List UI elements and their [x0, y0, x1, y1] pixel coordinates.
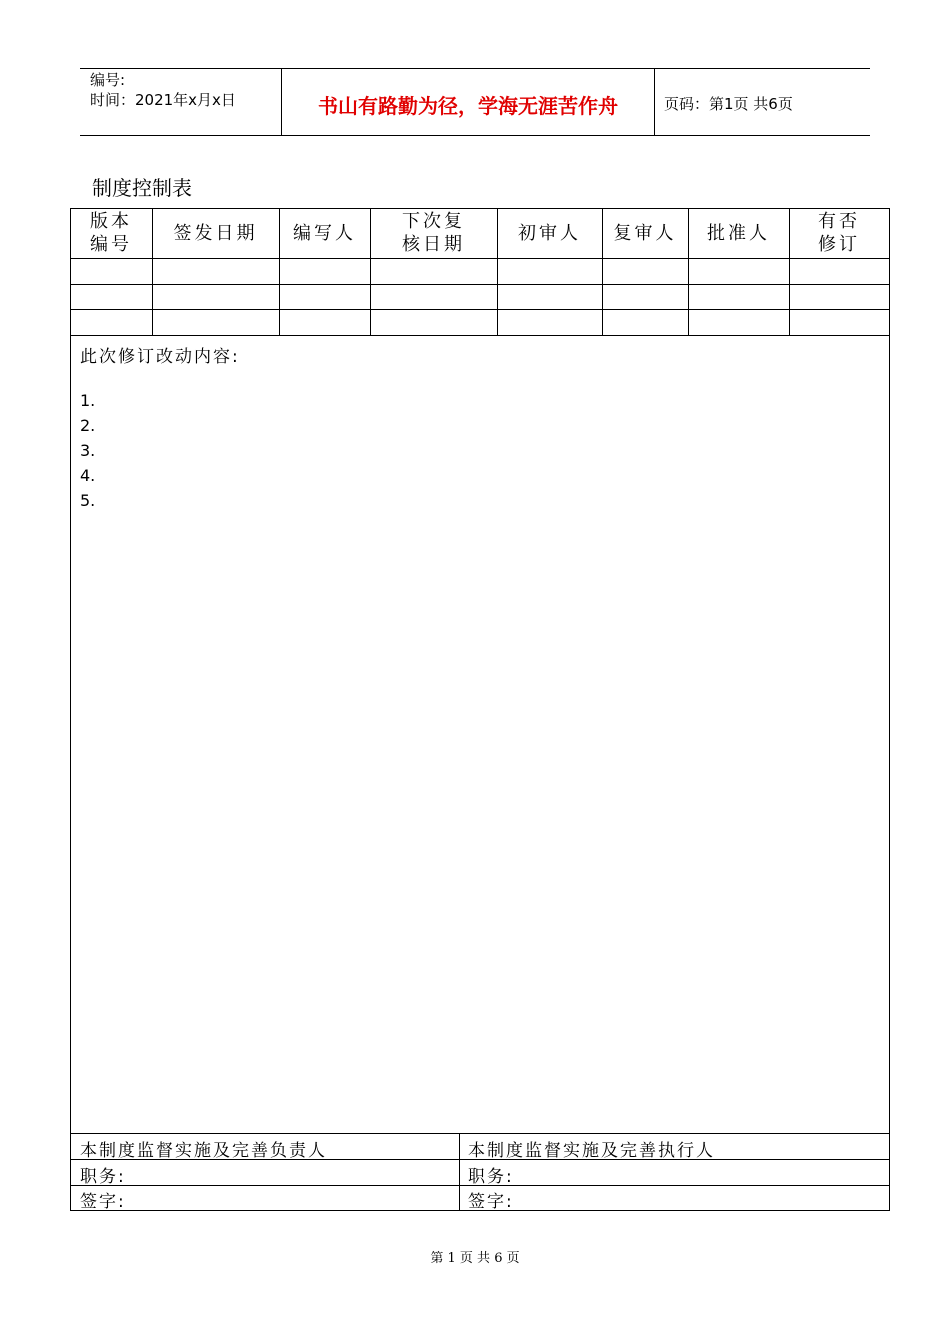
date-label: 时间：2021年x月x日 [90, 91, 236, 109]
revision-item: 5. [80, 491, 96, 510]
table-cell[interactable] [153, 310, 279, 335]
executor-position-label: 职务: [468, 1167, 514, 1187]
table-cell[interactable] [603, 285, 688, 309]
table-cell[interactable] [790, 285, 889, 309]
responsible-signature-label: 签字: [80, 1192, 126, 1212]
column-header-revised: 有否 修订 [818, 211, 860, 255]
column-header-second-reviewer: 复审人 [613, 222, 677, 244]
table-cell[interactable] [790, 310, 889, 335]
table-cell[interactable] [71, 259, 152, 284]
table-cell[interactable] [71, 285, 152, 309]
column-header-version: 版本 编号 [90, 211, 132, 255]
revision-content-label: 此次修订改动内容: [80, 347, 240, 367]
column-header-first-reviewer: 初审人 [518, 222, 581, 244]
header-bottom-rule [80, 135, 870, 136]
supervisor-executor-heading: 本制度监督实施及完善执行人 [468, 1141, 715, 1161]
table-cell[interactable] [371, 259, 497, 284]
table-cell[interactable] [498, 259, 602, 284]
revision-content-area[interactable] [71, 520, 889, 1132]
header-motto: 书山有路勤为径，学海无涯苦作舟 [318, 94, 618, 118]
table-cell[interactable] [280, 259, 370, 284]
footer-column-rule [459, 1133, 460, 1211]
revision-item: 4. [80, 466, 96, 485]
revision-item: 3. [80, 441, 96, 460]
table-cell[interactable] [689, 259, 789, 284]
table-border-right [889, 208, 890, 1211]
table-cell[interactable] [371, 285, 497, 309]
header-divider-right [654, 68, 655, 136]
table-cell[interactable] [790, 259, 889, 284]
table-rule [70, 335, 890, 336]
table-cell[interactable] [498, 285, 602, 309]
table-cell[interactable] [371, 310, 497, 335]
header-top-rule [80, 68, 870, 69]
table-cell[interactable] [153, 259, 279, 284]
column-header-approver: 批准人 [707, 222, 770, 244]
revision-item: 2. [80, 416, 96, 435]
table-cell[interactable] [71, 310, 152, 335]
table-cell[interactable] [603, 259, 688, 284]
table-cell[interactable] [280, 285, 370, 309]
page-number-label: 页码：第1页 共6页 [664, 95, 793, 113]
table-cell[interactable] [603, 310, 688, 335]
table-cell[interactable] [689, 310, 789, 335]
table-cell[interactable] [689, 285, 789, 309]
table-cell[interactable] [498, 310, 602, 335]
executor-signature-label: 签字: [468, 1192, 514, 1212]
column-header-author: 编写人 [293, 222, 356, 244]
table-rule [70, 1133, 890, 1134]
table-cell[interactable] [153, 285, 279, 309]
page-title: 制度控制表 [92, 176, 192, 200]
revision-item: 1. [80, 391, 96, 410]
page-footer: 第 1 页 共 6 页 [430, 1251, 520, 1266]
supervisor-responsible-heading: 本制度监督实施及完善负责人 [80, 1141, 327, 1161]
column-header-issue-date: 签发日期 [173, 222, 258, 244]
serial-number-label: 编号: [90, 71, 126, 89]
table-cell[interactable] [280, 310, 370, 335]
column-header-next-review-date: 下次复 核日期 [402, 211, 465, 255]
responsible-position-label: 职务: [80, 1167, 126, 1187]
